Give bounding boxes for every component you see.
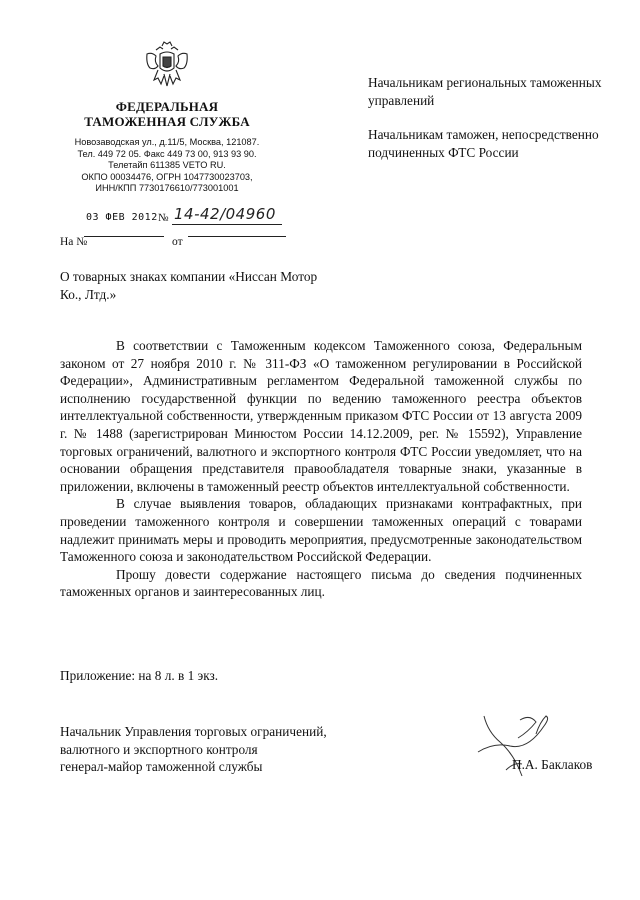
body-paragraph: Прошу довести содержание настоящего письма до сведения подчиненных таможенных органов и заинтересованных лиц.	[60, 566, 582, 600]
signer-name: П.А. Баклаков	[512, 757, 593, 772]
attachment-note: Приложение: на 8 л. в 1 экз.	[60, 668, 219, 683]
letter-body	[60, 337, 582, 601]
registration-date-stamp: 03 ФЕВ 2012	[86, 212, 158, 223]
addressee-regional: Начальникам региональных таможенных управлений	[368, 75, 602, 108]
addressees	[368, 74, 608, 178]
registration-number-label: №	[158, 212, 169, 224]
address-line: Новозаводская ул., д.11/5, Москва, 121087.	[74, 137, 260, 147]
reference-number-label: На №	[60, 236, 88, 248]
registration-row	[86, 205, 316, 229]
signer-title: Начальник Управления торговых ограничений, валютного и экспортного контроля генерал-майор таможенной службы	[60, 724, 327, 774]
body-paragraph: В случае выявления товаров, обладающих признаками контрафактных, при проведении таможенного контроля и совершении таможенных операций с товарами надлежит принимать меры и проводить мероприятия, предусмотренные законодательством Таможенного союза и законодательством Российской Федерации.	[60, 496, 582, 565]
organization-name: ФЕДЕРАЛЬНАЯ ТАМОЖЕННАЯ СЛУЖБА	[84, 99, 250, 129]
coat-of-arms-icon	[144, 40, 190, 90]
letter-subject: О товарных знаках компании «Ниссан Мотор Ко., Лтд.»	[60, 269, 318, 302]
reference-row	[60, 236, 300, 252]
reference-date-label: от	[172, 236, 183, 248]
phone-line: Тел. 449 72 05. Факс 449 73 00, 913 93 90.	[77, 148, 257, 159]
inn-line: ИНН/КПП 7730176610/773001001	[95, 183, 239, 193]
teletype-line: Телетайп 611385 VETO RU.	[108, 160, 226, 170]
okpo-line: ОКПО 00034476, ОГРН 1047730023703,	[81, 171, 253, 182]
registration-number: 14-42/04960	[174, 205, 276, 223]
organization-address	[60, 137, 274, 195]
body-paragraph: В соответствии с Таможенным кодексом Таможенного союза, Федеральным законом от 27 ноября 2010 г. № 311-ФЗ «О таможенном регулировании в Российской Федерации», Административным регламентом Федеральной таможенной службы по исполнению государственной функции по ведению таможенного реестра объектов интеллектуальной собственности, утвержденным приказом ФТС России от 13 августа 2009 г. № 1488 (зарегистрирован Минюстом России 14.12.2009, рег. № 15592), Управление торговых ограничений, валютного и экспортного контроля ФТС России уведомляет, что на основании обращения представителя правообладателя товарные знаки, указанные в приложении, включены в таможенный реестр объектов интеллектуальной собственности.	[60, 338, 582, 494]
addressee-customs: Начальникам таможен, непосредственно подчиненных ФТС России	[368, 127, 599, 160]
